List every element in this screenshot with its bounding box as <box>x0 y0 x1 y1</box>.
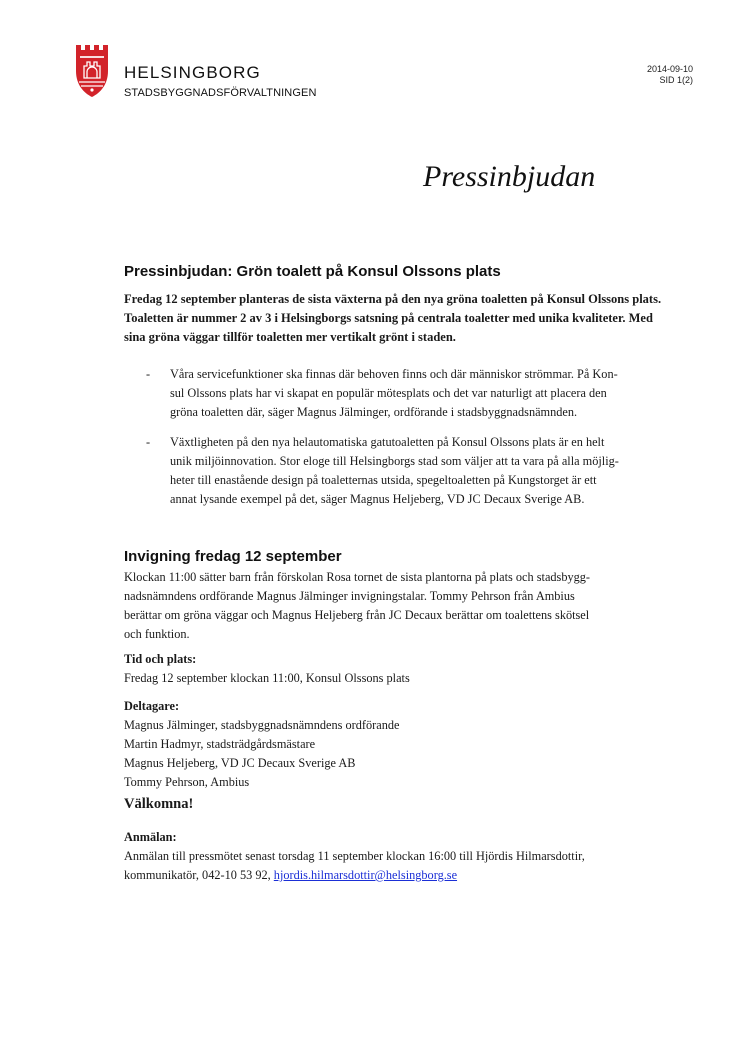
quote-line: unik miljöinnovation. Stor eloge till Helsingborgs stad som väljer att ta vara på alla möjlig- <box>170 454 619 468</box>
list-marker: - <box>146 435 151 449</box>
signup-contact <box>124 866 684 885</box>
participant-item: Magnus Heljeberg, VD JC Decaux Sverige AB <box>124 756 356 770</box>
body-line: nadsnämndens ordförande Magnus Jälminger invigningstalar. Tommy Pehrson från Ambius <box>124 589 575 603</box>
quote-text <box>170 365 662 422</box>
quote-line: Våra servicefunktioner ska finnas där behoven finns och där människor strömmar. På Kon- <box>170 367 618 381</box>
article-lead: Fredag 12 september planteras de sista växterna på den nya gröna toaletten på Konsul Olssons plats. Toaletten är nummer 2 av 3 i Helsingborgs satsning på centrala toaletter med unika kvaliteter. Med sina gröna väggar tillför toaletten mer vertikalt grönt i staden. <box>124 292 662 344</box>
quote-line: gröna toaletten där, säger Magnus Jälminger, ordförande i stadsbyggnadsnämnden. <box>170 405 578 419</box>
participant-item: Tommy Pehrson, Ambius <box>124 775 250 789</box>
document-date: 2014-09-10 <box>646 64 693 74</box>
quote-line: annat lysande exempel på det, säger Magnus Heljeberg, VD JC Decaux Sverige AB. <box>170 492 585 506</box>
page-number: SID 1(2) <box>659 75 693 85</box>
participants-heading: Deltagare: <box>124 699 180 713</box>
quote-line: Växtligheten på den nya helautomatiska gatutoaletten på Konsul Olssons plats är en helt <box>170 435 605 449</box>
department-name: STADSBYGGNADSFÖRVALTNINGEN <box>124 87 317 99</box>
section-body <box>124 568 654 644</box>
section-title: Invigning fredag 12 september <box>124 548 342 565</box>
article-title: Pressinbjudan: Grön toalett på Konsul Olssons plats <box>124 263 501 280</box>
quote-line: heter till enastående design på toaletternas utsida, spegeltoaletten på Kungstorget är ett <box>170 473 597 487</box>
signup-contact-text: kommunikatör, 042-10 53 92, <box>124 868 274 882</box>
body-line: och funktion. <box>124 627 190 641</box>
email-link[interactable]: hjordis.hilmarsdottir@helsingborg.se <box>273 868 458 882</box>
quote-item <box>146 365 662 422</box>
city-crest-icon <box>75 44 109 98</box>
signup-block <box>124 828 684 885</box>
time-place-value: Fredag 12 september klockan 11:00, Konsul Olssons plats <box>124 671 410 685</box>
org-name: HELSINGBORG <box>124 63 261 82</box>
signup-text: Anmälan till pressmötet senast torsdag 11 september klockan 16:00 till Hjördis Hilmarsdottir, <box>124 849 585 863</box>
participant-item: Martin Hadmyr, stadsträdgårdsmästare <box>124 737 316 751</box>
quote-text <box>170 433 662 509</box>
time-place-block <box>124 650 684 688</box>
list-marker: - <box>146 367 151 381</box>
document-meta <box>647 64 693 86</box>
welcome-heading: Välkomna! <box>124 796 194 812</box>
signup-heading: Anmälan: <box>124 830 177 844</box>
quote-item <box>146 433 662 509</box>
body-line: berättar om gröna väggar och Magnus Heljeberg från JC Decaux berättar om toalettens skötsel <box>124 608 590 622</box>
quote-line: sul Olssons plats har vi skapat en populär mötesplats och det var naturligt att placera den <box>170 386 607 400</box>
body-line: Klockan 11:00 sätter barn från förskolan Rosa tornet de sista plantorna på plats och stadsbygg- <box>124 570 591 584</box>
participant-item: Magnus Jälminger, stadsbyggnadsnämndens ordförande <box>124 718 400 732</box>
document-type-heading: Pressinbjudan <box>423 160 596 193</box>
time-place-heading: Tid och plats: <box>124 652 197 666</box>
participants-block <box>124 697 684 792</box>
